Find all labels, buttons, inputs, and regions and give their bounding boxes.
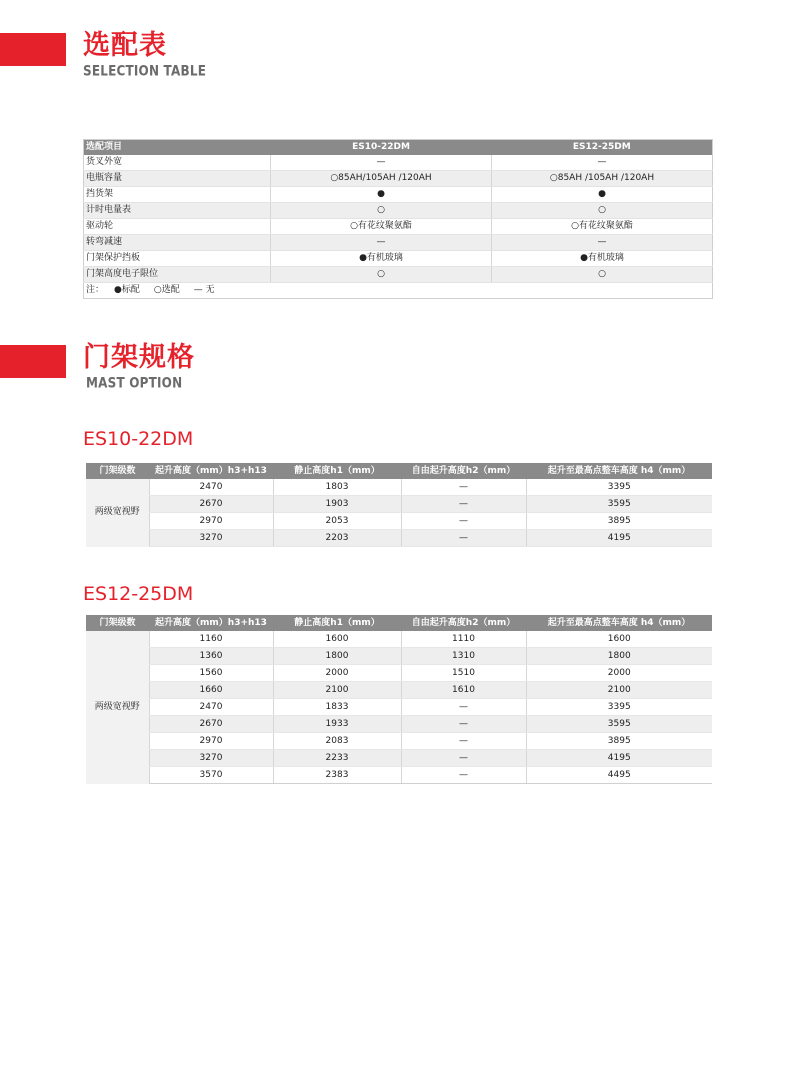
- selection-header-es12: ES12-25DM: [492, 140, 713, 156]
- table-row: [86, 530, 712, 547]
- table-row: [86, 665, 712, 682]
- mast-value-cell: 3895: [526, 513, 712, 530]
- selection-item-label: 转弯减速: [84, 235, 271, 251]
- mast-value-cell: —: [401, 716, 526, 733]
- mast-value-cell: —: [401, 479, 526, 496]
- selection-item-value: ○85AH/105AH /120AH: [271, 171, 492, 187]
- mast-value-cell: 2203: [273, 530, 401, 547]
- selection-row: [84, 235, 713, 251]
- mast-value-cell: 1560: [149, 665, 273, 682]
- mast-value-cell: 1833: [273, 699, 401, 716]
- selection-item-value: —: [492, 235, 713, 251]
- mast-value-cell: —: [401, 530, 526, 547]
- selection-item-value: ○: [492, 203, 713, 219]
- selection-note-row: [84, 283, 713, 299]
- selection-item-label: 驱动轮: [84, 219, 271, 235]
- selection-row: [84, 171, 713, 187]
- legend-item: — 无: [193, 285, 215, 295]
- table-row: [86, 750, 712, 767]
- table-row: [86, 496, 712, 513]
- mast-stage-label: 两级宽视野: [86, 631, 149, 784]
- mast-value-cell: 1110: [401, 631, 526, 648]
- selection-item-label: 计时电量表: [84, 203, 271, 219]
- table-row: [86, 716, 712, 733]
- mast-value-cell: 2970: [149, 733, 273, 750]
- mast-header-row: [86, 463, 712, 479]
- model-title-es10: ES10-22DM: [83, 428, 194, 450]
- selection-row: [84, 187, 713, 203]
- selection-row: [84, 267, 713, 283]
- section-marker-mast: [0, 345, 66, 378]
- mast-header-cell: 静止高度h1（mm）: [273, 615, 401, 631]
- mast-subtitle: MAST OPTION: [86, 375, 183, 392]
- mast-value-cell: —: [401, 767, 526, 784]
- selection-item-value: —: [492, 155, 713, 171]
- mast-value-cell: 4195: [526, 750, 712, 767]
- selection-subtitle: SELECTION TABLE: [83, 63, 207, 80]
- section-marker-selection: [0, 33, 66, 66]
- mast-value-cell: 2470: [149, 479, 273, 496]
- mast-value-cell: 3270: [149, 530, 273, 547]
- mast-header-cell: 自由起升高度h2（mm）: [401, 615, 526, 631]
- table-row: [86, 479, 712, 496]
- mast-header-cell: 起升至最高点整车高度 h4（mm）: [526, 463, 712, 479]
- selection-item-value: —: [271, 155, 492, 171]
- mast-value-cell: 3595: [526, 496, 712, 513]
- mast-header-row: [86, 615, 712, 631]
- mast-value-cell: 2000: [526, 665, 712, 682]
- mast-value-cell: 2670: [149, 496, 273, 513]
- mast-value-cell: 1933: [273, 716, 401, 733]
- table-row: [86, 682, 712, 699]
- table-row: [86, 767, 712, 784]
- mast-value-cell: 2970: [149, 513, 273, 530]
- selection-header-es10: ES10-22DM: [271, 140, 492, 156]
- selection-item-value: ●有机玻璃: [271, 251, 492, 267]
- mast-value-cell: 3570: [149, 767, 273, 784]
- mast-value-cell: 3270: [149, 750, 273, 767]
- mast-value-cell: 4195: [526, 530, 712, 547]
- selection-row: [84, 155, 713, 171]
- selection-header-row: [84, 140, 713, 156]
- selection-item-value: ●有机玻璃: [492, 251, 713, 267]
- mast-value-cell: 1610: [401, 682, 526, 699]
- model-title-es12: ES12-25DM: [83, 583, 194, 605]
- mast-value-cell: 1803: [273, 479, 401, 496]
- selection-item-value: ●: [492, 187, 713, 203]
- mast-stage-label: 两级宽视野: [86, 479, 149, 547]
- selection-row: [84, 251, 713, 267]
- mast-value-cell: 1510: [401, 665, 526, 682]
- mast-value-cell: 2100: [273, 682, 401, 699]
- legend-item: ○选配: [153, 285, 180, 295]
- mast-value-cell: 2383: [273, 767, 401, 784]
- selection-item-value: ○: [492, 267, 713, 283]
- mast-value-cell: 2233: [273, 750, 401, 767]
- mast-value-cell: 1903: [273, 496, 401, 513]
- mast-table-es12: [86, 615, 712, 784]
- selection-item-value: —: [271, 235, 492, 251]
- selection-title: 选配表: [83, 30, 167, 61]
- selection-item-value: ○85AH /105AH /120AH: [492, 171, 713, 187]
- selection-table: [83, 139, 713, 299]
- table-row: [86, 648, 712, 665]
- mast-value-cell: 2470: [149, 699, 273, 716]
- selection-header-item: 选配项目: [84, 140, 271, 156]
- selection-item-label: 电瓶容量: [84, 171, 271, 187]
- mast-value-cell: 3395: [526, 479, 712, 496]
- mast-title: 门架规格: [83, 342, 195, 373]
- mast-header-cell: 自由起升高度h2（mm）: [401, 463, 526, 479]
- selection-item-value: ○: [271, 267, 492, 283]
- mast-value-cell: 1800: [526, 648, 712, 665]
- mast-value-cell: —: [401, 699, 526, 716]
- mast-header-cell: 起升至最高点整车高度 h4（mm）: [526, 615, 712, 631]
- mast-value-cell: —: [401, 750, 526, 767]
- table-row: [86, 699, 712, 716]
- mast-value-cell: 2083: [273, 733, 401, 750]
- selection-item-value: ○有花纹聚氨酯: [492, 219, 713, 235]
- mast-value-cell: 1800: [273, 648, 401, 665]
- selection-item-label: 货叉外宽: [84, 155, 271, 171]
- selection-item-label: 门架保护挡板: [84, 251, 271, 267]
- mast-value-cell: 1660: [149, 682, 273, 699]
- mast-value-cell: 1360: [149, 648, 273, 665]
- mast-value-cell: 3595: [526, 716, 712, 733]
- table-row: [86, 513, 712, 530]
- mast-value-cell: 1310: [401, 648, 526, 665]
- mast-value-cell: 3895: [526, 733, 712, 750]
- mast-value-cell: 1600: [273, 631, 401, 648]
- mast-header-cell: 静止高度h1（mm）: [273, 463, 401, 479]
- mast-value-cell: —: [401, 733, 526, 750]
- selection-item-value: ●: [271, 187, 492, 203]
- mast-value-cell: —: [401, 513, 526, 530]
- selection-item-value: ○有花纹聚氨酯: [271, 219, 492, 235]
- mast-value-cell: 4495: [526, 767, 712, 784]
- mast-value-cell: —: [401, 496, 526, 513]
- selection-item-value: ○: [271, 203, 492, 219]
- mast-header-cell: 门架级数: [86, 615, 149, 631]
- mast-value-cell: 2670: [149, 716, 273, 733]
- selection-item-label: 门架高度电子限位: [84, 267, 271, 283]
- mast-header-cell: 起升高度（mm）h3+h13: [149, 463, 273, 479]
- mast-value-cell: 1160: [149, 631, 273, 648]
- mast-value-cell: 1600: [526, 631, 712, 648]
- mast-value-cell: 3395: [526, 699, 712, 716]
- selection-row: [84, 203, 713, 219]
- note-label: 注：: [86, 285, 105, 295]
- legend-item: ●标配: [114, 285, 140, 295]
- selection-row: [84, 219, 713, 235]
- table-row: [86, 733, 712, 750]
- mast-table-es10: [86, 463, 712, 547]
- mast-value-cell: 2000: [273, 665, 401, 682]
- selection-item-label: 挡货架: [84, 187, 271, 203]
- mast-header-cell: 门架级数: [86, 463, 149, 479]
- mast-value-cell: 2053: [273, 513, 401, 530]
- mast-header-cell: 起升高度（mm）h3+h13: [149, 615, 273, 631]
- table-row: [86, 631, 712, 648]
- mast-value-cell: 2100: [526, 682, 712, 699]
